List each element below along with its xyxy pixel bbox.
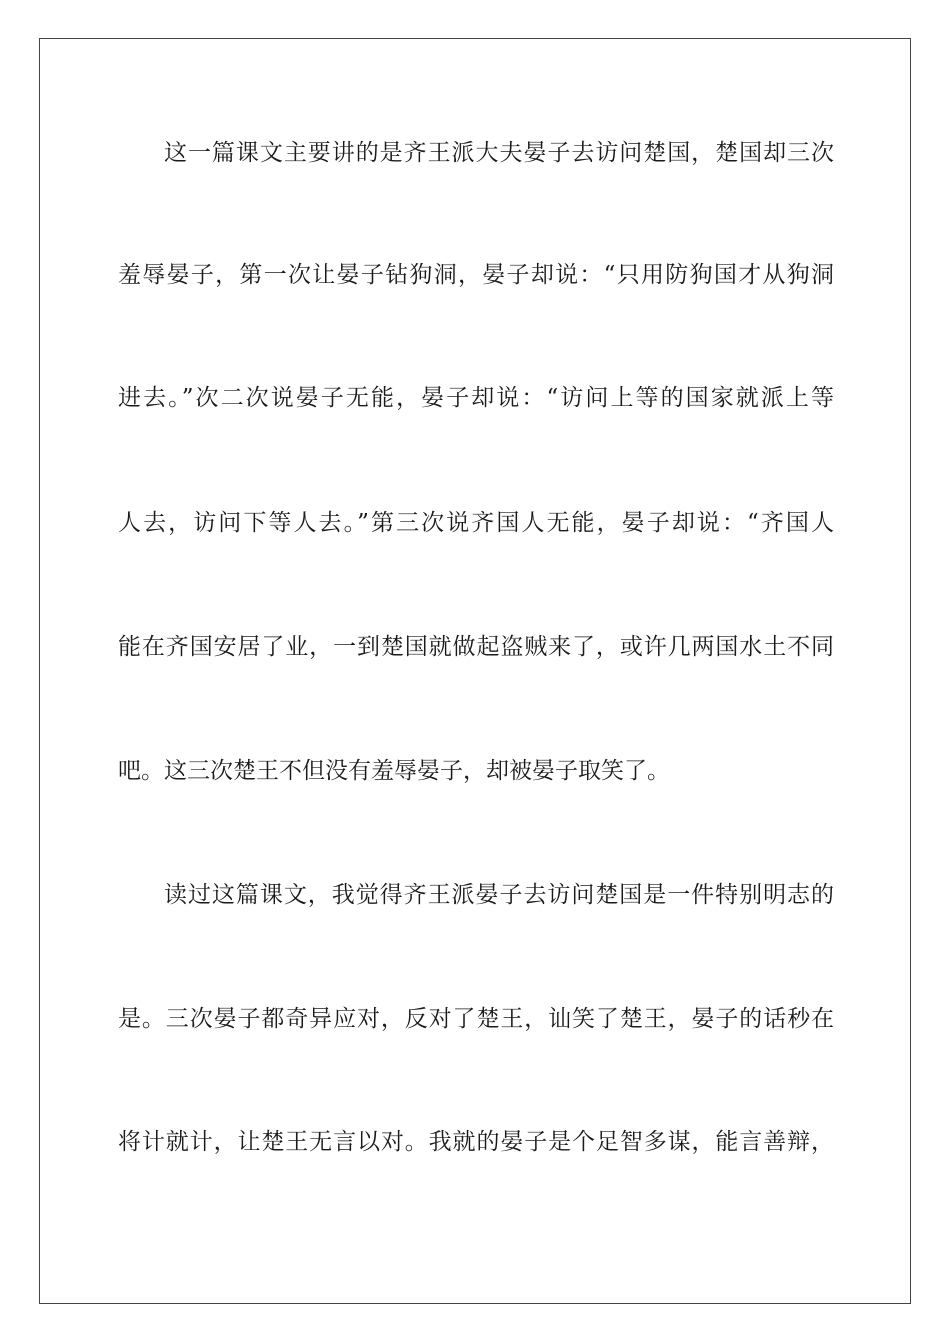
paragraph-1-line-2: 羞辱晏子，第一次让晏子钻狗洞，晏子却说：“只用防狗国才从狗洞 <box>118 262 834 288</box>
page-border <box>39 38 911 1304</box>
paragraph-2-line-1: 读过这篇课文，我觉得齐王派晏子去访问楚国是一件特别明志的 <box>164 882 834 908</box>
paragraph-1-line-4: 人去，访问下等人去。”第三次说齐国人无能，晏子却说：“齐国人 <box>118 510 834 536</box>
paragraph-1-line-3: 进去。”次二次说晏子无能，晏子却说：“访问上等的国家就派上等 <box>118 385 834 411</box>
paragraph-1-line-5: 能在齐国安居了业，一到楚国就做起盗贼来了，或许几两国水土不同 <box>118 634 834 660</box>
paragraph-2-line-3: 将计就计，让楚王无言以对。我就的晏子是个足智多谋，能言善辩， <box>118 1129 834 1155</box>
paragraph-1-line-6: 吧。这三次楚王不但没有羞辱晏子，却被晏子取笑了。 <box>118 758 670 784</box>
paragraph-1-line-1: 这一篇课文主要讲的是齐王派大夫晏子去访问楚国，楚国却三次 <box>164 140 834 166</box>
paragraph-2-line-2: 是。三次晏子都奇异应对，反对了楚王，讪笑了楚王，晏子的话秒在 <box>118 1006 834 1032</box>
